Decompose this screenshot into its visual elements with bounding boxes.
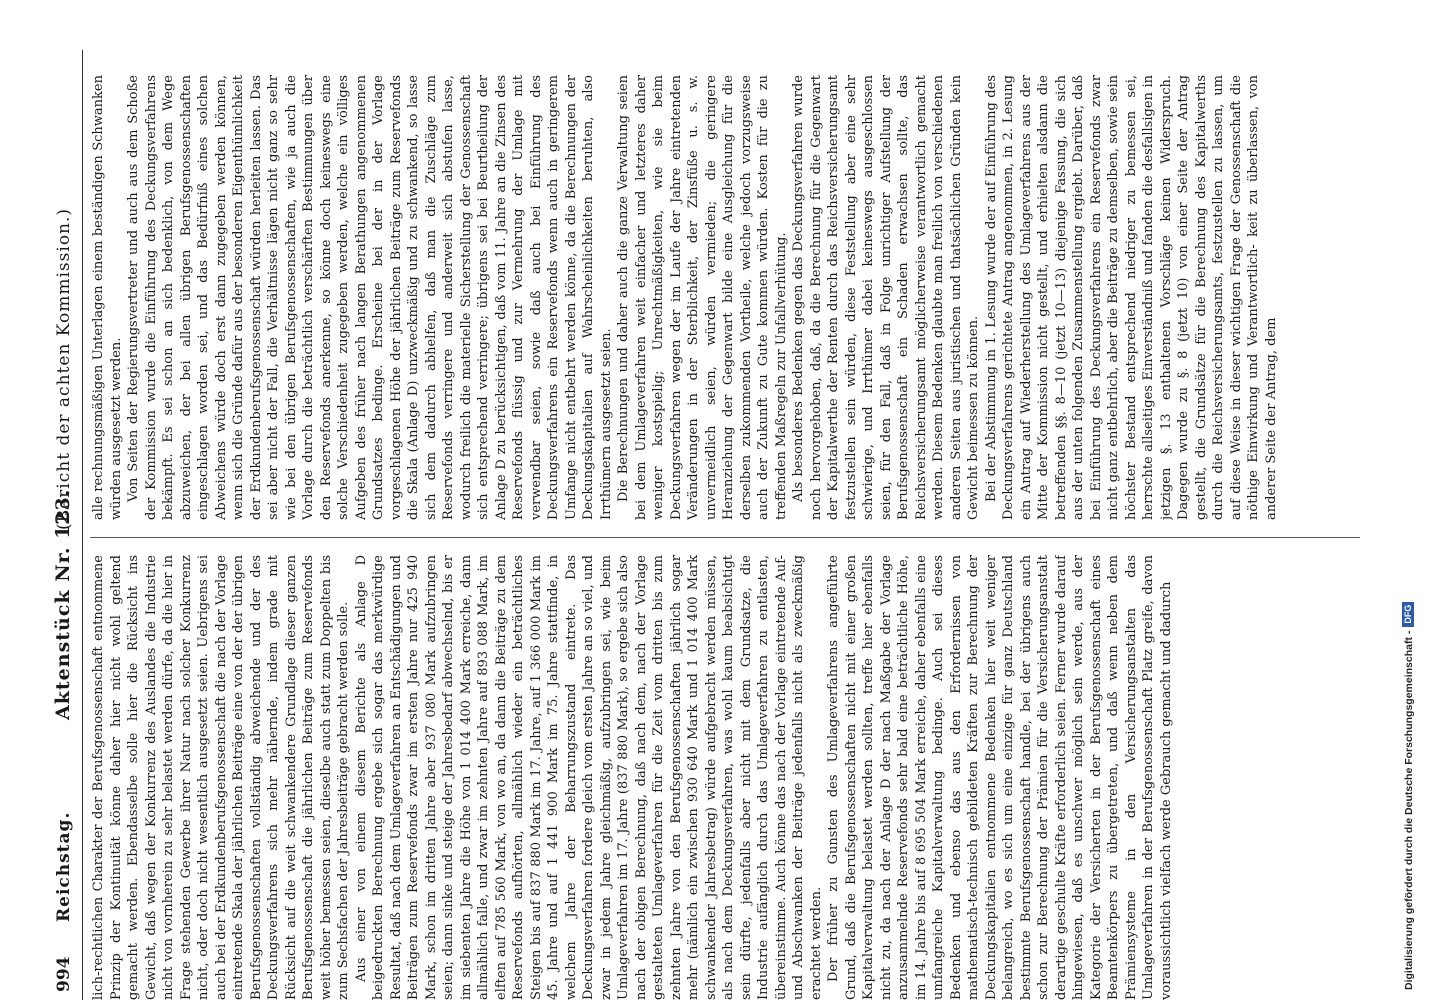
paragraph: Der früher zu Gunsten des Umlageverfahrens angeführte Grund, daß die Berufsgenossenschaften nicht mit einer großen Kapitalverwaltung belastet werden sollten, treffe hier ebenfalls nicht zu, da nach der Anlage D der nach Maßgabe der Vorlage anzusammelnde Reservefonds sehr bald eine beträchtliche Höhe, im 14. Jahre bis auf 8 695 504 Mark erreiche, daher ebenfalls eine umfangreiche Kapitalverwaltung bedinge. Auch sei dieses Bedenken und ebenso das aus den Erfordernissen von mathematisch-technisch gebildeten Kräften zur Berechnung der Deckungskapitalien entnommene Bedenken hier weit weniger belangreich, wo es sich um eine einzige für ganz Deutschland bestimmte Berufsgenossenschaft handle, bei der übrigens auch schon zur Berechnung der Prämien für die Versicherungsanstalt derartige geschulte Kräfte erforderlich seien. Ferner wurde darauf hingewiesen, daß es unschwer möglich sein werde, aus der Kategorie der Versicherten in der Berufsgenossenschaft eines Beamtenkörpers zu übergetreten, und daß wenn neben dem Prämiensysteme in den Versicherungsanstalten das Umlageverfahren in der Berufsgenossenschaft Platz greife, davon voraussichtlich vielfach werde Gebrauch gemacht und dadurch [826, 555, 1174, 1000]
column-divider [90, 537, 1360, 538]
paragraph: Als besonderes Bedenken gegen das Deckungsverfahren wurde noch hervorgehoben, daß, da die Berechnung für die Gegenwart der Kapitalwerthe der Renten durch das Reichsversicherungsamt festzustellen sein würden, diese Feststellung aber eine sehr schwierige, und Irrthümer dabei keineswegs ausgeschlossen seien, für den Fall, daß in Folge unrichtiger Aufstellung der Berufsgenossenschaft ein Schaden erwachsen sollte, das Reichsversicherungsamt möglicherweise verantwortlich gemacht werden. Diesem Bedenken glaubte man freilich von verschiedenen anderen Seiten aus juristischen und thatsächlichen Gründen kein Gewicht beimessen zu können. [791, 75, 981, 520]
paragraph: Die Berechnungen und daher auch die ganze Verwaltung seien bei dem Umlageverfahren weit einfacher und letzteres daher weniger kostspielig; Unrechtmäßigkeiten, wie sie beim Deckungsverfahren wegen der im Laufe der Jahre eintretenden Veränderungen in der Sterblichkeit, der Zinsfüße u. s. w. unvermeidlich seien, würden vermieden; die geringere Heranziehung der Gegenwart bilde eine Ausgleichung für die derselben zukommenden Vortheile, welche jedoch vorzugsweise auch der Zukunft zu Gute kommen würden. Kosten für die zu treffenden Maßregeln zur Unfallverhütung. [616, 75, 789, 520]
running-head-left: Reichstag. [54, 811, 74, 922]
stamp-text: Digitalisierung gefördert durch die Deutsche Forschungsgemeinschaft - [1403, 630, 1415, 990]
page-number: 994 [54, 956, 74, 992]
paragraph: Bei der Abstimmung in 1. Lesung wurde der auf Einführung des Deckungsverfahrens gerichtete Antrag angenommen, in 2. Lesung ein Antrag auf Wiederherstellung des Umlageverfahrens aus der Mitte der Kommission nicht gestellt, und erhielten alsdann die betreffenden §§. 8—10 (jetzt 10—13) diejenige Fassung, die sich aus der unten folgenden Zusammenstellung ergiebt. Darüber, daß bei Einführung des Deckungsverfahrens ein Reservefonds zwar nicht ganz entbehrlich, aber die Beiträge zu demselben, sowie sein höchster Bestand entsprechend niedriger zu bemessen sei, herrschte allseitiges Einverständniß und fanden die desfallsigen in jetzigen §. 13 enthaltenen Vorschläge keinen Widerspruch. Dagegen wurde zu §. 8 (jetzt 10) von einer Seite der Antrag gestellt, die Grundsätze für die Berechnung des Kapitalwerths durch die Reichsversicherungsamts, festzustellen zu lassen, um auf diese Weise in dieser wichtigen Frage der Genossenschaft die nöthige Einwirkung und Verantwortlich- keit zu überlassen, von anderer Seite der Antrag, dem [983, 75, 1279, 520]
text-column-right [90, 75, 1370, 520]
paragraph: Von Seiten der Regierungsvertreter und auch aus dem Schoße der Kommission wurde die Einführung des Deckungsverfahrens bekämpft. Es sei schon an sich bedenklich, von dem Wege abzuweichen, der bei allen übrigen Berufsgenossenschaften eingeschlagen worden sei, und das Bedürfniß eines solchen Abweichens würde doch erst dann zugegeben werden können, wenn sich die Gründe dafür aus der besonderen Eigenthümlichkeit der Erdkundenberufsgenossenschaft würden herleiten lassen. Das sei aber nicht der Fall, die Verhältnisse lägen nicht ganz so sehr wie bei den übrigen Berufsgenossenschaften, wie ja auch die Vorlage durch die beträchtlich verschärften Bestimmungen über den Reservefonds anerkenne, so könne doch keineswegs eine solche Verschiedenheit zugegeben werden, welche ein völliges Aufgeben des früher nach langen Berathungen angenommenen Grundsatzes bedinge. Erscheine bei der in der Vorlage vorgeschlagenen Höhe der jährlichen Beiträge zum Reservefonds die Skala (Anlage D) unzweckmäßig und zu schwankend, so lasse sich dem dadurch abhelfen, daß man die Zuschläge zum Reservefonds verringere und anderweit sich abstufen lasse, wodurch freilich die materielle Sicherstellung der Genossenschaft sich entsprechend verringere; übrigens sei bei Beurtheilung der Anlage D zu berücksichtigen, daß vom 11. Jahre an die Zinsen des Reservefonds flüssig und zur Vermehrung der Umlage mit verwendbar seien, sowie daß auch bei Einführung des Deckungsverfahrens ein Reservefonds wenn auch in geringerem Umfange nicht entbehrt werden könne, da die Berechnungen der Deckungskapitalien auf Wahrscheinlichkeiten beruhten, also Irrthümern ausgesetzt seien. [126, 75, 614, 520]
paragraph: Aus einer von einem diesem Berichte als Anlage D beigedruckten Berechnung ergebe sich sogar das merkwürdige Resultat, daß nach dem Umlageverfahren an Entschädigungen und Beiträgen zum Reservefonds zwar im ersten Jahre nur 425 940 Mark, schon im dritten Jahre aber 937 080 Mark aufzubringen seien; dann sinke und steige der Jahresbedarf abwechselnd, bis er im siebenten Jahre die Höhe von 1 014 400 Mark erreiche, dann allmählich falle, und zwar im zehnten Jahre auf 893 088 Mark, im elften auf 785 560 Mark, von wo an, da dann die Beiträge zu dem Reservefonds aufhörten, allmählich wieder ein beträchtliches Steigen bis auf 837 880 Mark im 17. Jahre, auf 1 366 000 Mark im 45. Jahre und auf 1 441 900 Mark im 75. Jahre stattfinde, in welchem Jahre der Beharrungszustand eintrete. Das Deckungsverfahren fordere gleich vom ersten Jahre an so viel, und zwar in jedem Jahre gleichmäßig, aufzubringen sei, wie beim Umlageverfahren im 17. Jahre (837 880 Mark), so ergebe sich also nach der obigen Berechnung, daß nach dem, nach der Vorlage gestalteten Umlageverfahren für die Zeit vom dritten bis zum zehnten Jahre von den Berufsgenossenschaften jährlich sogar mehr (nämlich ein zwischen 930 640 Mark und 1 014 400 Mark schwankender Jahresbetrag) würde aufgebracht werden müssen, als nach dem Deckungsverfahren, was wohl kaum beabsichtigt sein dürfte, jedenfalls aber nicht mit dem Grundsatze, die Industrie aufänglich durch das Umlageverfahren zu entlasten, übereinstimme. Auch könne das nach der Vorlage eintretende Auf- und Abschwanken der Beiträge jedenfalls nicht als zweckmäßig erachtet werden. [353, 555, 824, 1000]
running-head-center: Aktenstück Nr. 123. [52, 488, 74, 720]
paragraph: lich-rechtlichen Charakter der Berufsgenossenschaft entnommene Prinzip der Kontinuität könne daher hier nicht wohl geltend gemacht werden. Ebendasselbe solle hier die Rücksicht ins Gewicht, daß wegen der Konkurrenz des Auslandes die Industrie nicht von vornherein zu sehr belastet werden dürfe, da die hier in Frage stehenden Gewerbe ihrer Natur nach solcher Konkurrenz nicht, oder doch nicht wesentlich ausgesetzt seien. Uebrigens sei auch bei der Erdkundenberufsgenossenschaft die nach der Vorlage eintretende Skala der jährlichen Beiträge eine von der der übrigen Berufsgenossenschaften vollständig abweichende und der des Deckungsverfahrens sich mehr nähernde, indem grade mit Rücksicht auf die weit schwankendere Grundlage dieser ganzen Berufsgenossenschaft die jährlichen Beiträge zum Reservefonds weit höher bemessen seien, dieselbe auch statt zum Doppelten bis zum Sechsfachen der Jahresbeiträge gebracht werden solle. [91, 555, 351, 1000]
page-header [50, 50, 76, 1000]
digitization-stamp [1398, 0, 1420, 990]
running-head-right: (Bericht der achten Kommission.) [54, 207, 74, 530]
header-rule [82, 50, 83, 1000]
text-column-left [90, 555, 1370, 1000]
scanned-page [50, 50, 1390, 1000]
paragraph: alle rechnungsmäßigen Unterlagen einem beständigen Schwanken würden ausgesetzt werden. [91, 75, 124, 520]
dfg-logo: DFG [1402, 602, 1414, 627]
